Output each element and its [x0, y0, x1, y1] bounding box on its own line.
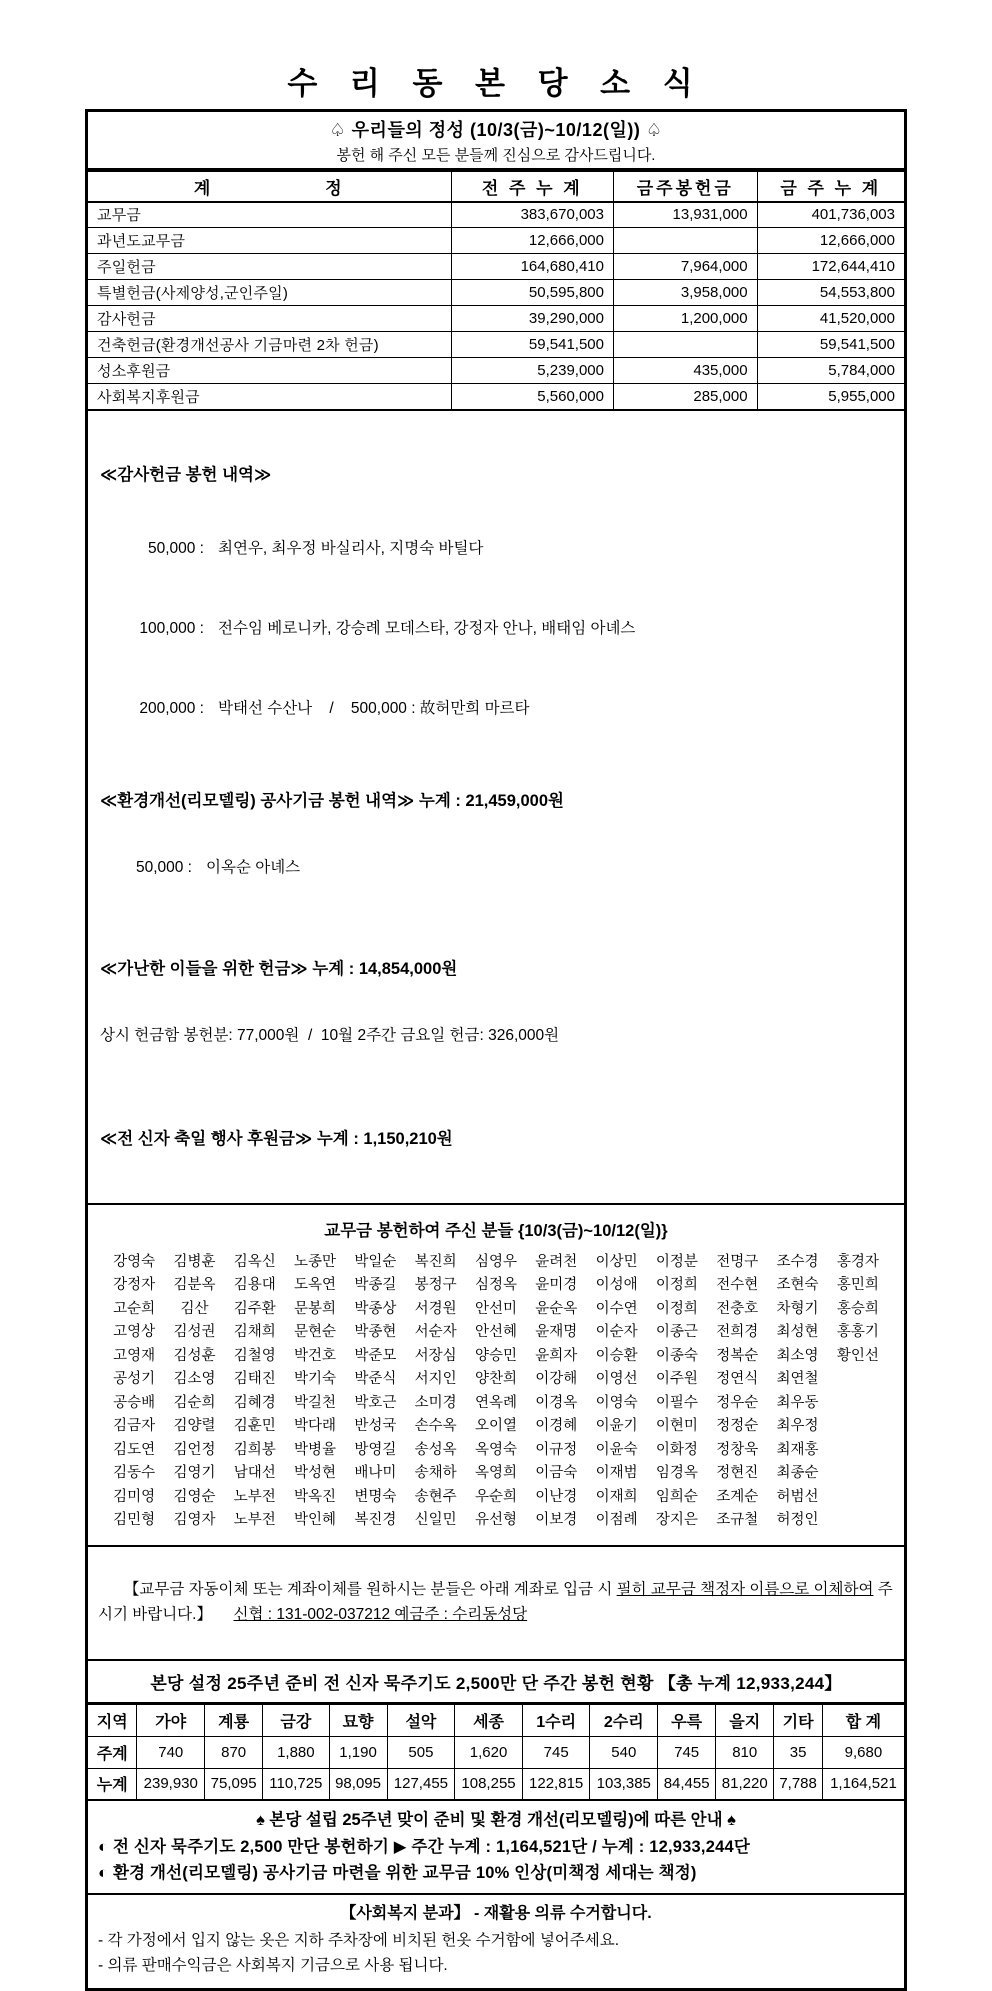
announcements-section: [88, 1801, 904, 1895]
offering-amount: 200,000 :: [139, 699, 204, 717]
welfare-line: - 의류 판매수익금은 사회복지 기금으로 사용 됩니다.: [98, 1957, 448, 1974]
rosary-value: 1,620: [455, 1736, 523, 1768]
donor-name: 최성현: [776, 1324, 819, 1340]
offering-names: 최연우, 최우정 바실리사, 지명숙 바틸다: [218, 539, 484, 557]
donor-name: [828, 1486, 888, 1510]
donor-name: 이정희: [655, 1277, 698, 1293]
donor-name: 우순희: [474, 1488, 517, 1505]
donor-name: 박종상: [354, 1300, 397, 1317]
donor-name: 문현순: [294, 1324, 337, 1340]
donor-name: 이주원: [655, 1371, 698, 1387]
donor-name: 조계순: [716, 1488, 759, 1505]
donor-name: 강영숙: [113, 1253, 156, 1270]
rosary-col-region: 지역: [88, 1704, 137, 1736]
offering-new-total: 5,955,000: [757, 384, 904, 410]
offering-prev-total: 50,595,800: [451, 280, 613, 306]
offering-new-total: 172,644,410: [757, 254, 904, 280]
donor-name: 공성기: [113, 1371, 156, 1387]
donor-name: 박인혜: [294, 1512, 337, 1528]
donor-name: 김희봉: [233, 1441, 276, 1458]
donor-name: 허정인: [776, 1512, 819, 1528]
donor-name: 이영선: [595, 1371, 638, 1387]
donor-name: 이수연: [595, 1300, 638, 1317]
donor-name: 정정순: [716, 1418, 759, 1434]
donor-name: 남대선: [233, 1465, 276, 1481]
donor-name: [828, 1462, 888, 1486]
donor-name: 김혜경: [233, 1394, 276, 1411]
donor-name: 김철영: [233, 1347, 276, 1364]
welfare-line: - 각 가정에서 입지 않는 옷은 지하 주차장에 비치된 헌옷 수거함에 넣어주세요.: [98, 1932, 620, 1949]
donor-name: 양승민: [474, 1347, 517, 1364]
offering-prev-total: 164,680,410: [451, 254, 613, 280]
offering-prev-total: 5,560,000: [451, 384, 613, 410]
thanks-offering-row: [100, 696, 892, 718]
donor-name: 김산: [180, 1300, 209, 1317]
donor-name: 변명숙: [354, 1488, 397, 1505]
donor-name: 박다래: [294, 1418, 337, 1434]
offering-prev-total: 5,239,000: [451, 358, 613, 384]
welfare-title: 【사회복지 분과】 - 재활용 의류 수거합니다.: [340, 1905, 652, 1922]
rosary-col-header: 2수리: [590, 1704, 658, 1736]
donor-name: 정복순: [716, 1347, 759, 1364]
donors-title: 교무금 봉헌하여 주신 분들 {10/3(금)~10/12(일)}: [324, 1221, 668, 1240]
offering-new-total: 401,736,003: [757, 202, 904, 228]
donor-name: 조수경: [776, 1253, 819, 1270]
offering-prev-total: 59,541,500: [451, 332, 613, 358]
donor-name: 방영길: [354, 1441, 397, 1458]
donor-name: 장지은: [655, 1512, 698, 1528]
donor-name: 이윤숙: [595, 1441, 638, 1458]
rosary-col-header: 계룡: [205, 1704, 263, 1736]
rosary-table: [88, 1704, 904, 1802]
donor-name: 박준모: [354, 1347, 397, 1364]
donor-name: 이필수: [655, 1394, 698, 1411]
donor-name: 최우정: [776, 1418, 819, 1434]
donor-name: 박종현: [354, 1324, 397, 1340]
donor-name: 심정옥: [474, 1277, 517, 1293]
donor-name: 전희경: [716, 1324, 759, 1340]
donor-name: 이난경: [535, 1488, 578, 1505]
offering-row: [88, 228, 904, 254]
rosary-header-row: [88, 1704, 904, 1736]
donor-name: 반성국: [354, 1418, 397, 1434]
donor-name: 박옥진: [294, 1488, 337, 1505]
rosary-col-header: 을지: [716, 1704, 774, 1736]
donor-name: [828, 1439, 888, 1463]
donor-name: 송성옥: [414, 1441, 457, 1458]
donor-name: 전명구: [716, 1253, 759, 1270]
offering-account-name: 특별헌금(사제양성,군인주일): [88, 280, 451, 306]
donor-name: 이윤기: [595, 1418, 638, 1434]
offering-col-prev: 전 주 누 계: [451, 172, 613, 202]
donor-name: 김영기: [173, 1465, 216, 1481]
donor-name: 윤미경: [535, 1277, 578, 1293]
donor-name: 이경혜: [535, 1418, 578, 1434]
offering-title: ♤ 우리들의 정성 (10/3(금)~10/12(일)) ♤: [329, 120, 663, 140]
offering-names: 이옥순 아녜스: [206, 858, 301, 876]
offering-account-name: 과년도교무금: [88, 228, 451, 254]
offering-col-account-right: 정: [325, 178, 345, 198]
offering-new-total: 59,541,500: [757, 332, 904, 358]
offering-col-account-left: 계: [193, 178, 214, 198]
donor-name: 이상민: [595, 1253, 638, 1270]
donor-name: 박길천: [294, 1394, 337, 1411]
poor-fund-title: ≪가난한 이들을 위한 헌금≫ 누계 : 14,854,000원: [100, 959, 458, 978]
offering-row: [88, 306, 904, 332]
donor-name: 이종숙: [655, 1347, 698, 1364]
feast-fund-title: ≪전 신자 축일 행사 후원금≫ 누계 : 1,150,210원: [100, 1129, 453, 1148]
offering-row: [88, 280, 904, 306]
donor-name: 김용대: [233, 1277, 276, 1293]
donor-name: 김소영: [173, 1371, 216, 1387]
rosary-row: [88, 1768, 904, 1800]
donor-name: 김금자: [113, 1418, 156, 1434]
donor-name: 손수옥: [414, 1418, 457, 1434]
offering-table: [88, 171, 904, 411]
transfer-notice-text: 주시기 바랍니다.】: [98, 1580, 893, 1623]
rosary-row-label: 주계: [88, 1736, 137, 1768]
donor-name: 김언정: [173, 1441, 216, 1458]
donor-name: 복진희: [414, 1253, 457, 1270]
donor-name: 임경옥: [655, 1465, 698, 1481]
offering-week-amount: 3,958,000: [613, 280, 757, 306]
donor-name: 김태진: [233, 1371, 276, 1387]
offering-col-account: [88, 172, 451, 202]
donor-name: 송채하: [414, 1465, 457, 1481]
donor-name: 허범선: [776, 1488, 819, 1505]
bank-account-number: 신협 : 131-002-037212 예금주 : 수리동성당: [233, 1605, 528, 1623]
offering-new-total: 41,520,000: [757, 306, 904, 332]
rosary-value: 35: [774, 1736, 823, 1768]
donor-name: 복진경: [354, 1512, 397, 1528]
donor-name: 서장심: [414, 1347, 457, 1364]
rosary-col-header: 묘향: [329, 1704, 387, 1736]
donor-name: 김성권: [173, 1324, 216, 1340]
donor-name: 김주환: [233, 1300, 276, 1317]
rosary-value: 810: [716, 1736, 774, 1768]
rosary-col-header: 1수리: [522, 1704, 590, 1736]
offering-row: [88, 254, 904, 280]
donor-name: 서지인: [414, 1371, 457, 1387]
rosary-value: 81,220: [716, 1768, 774, 1800]
donor-name: 옥영숙: [474, 1441, 517, 1458]
donor-name: 김민형: [113, 1512, 156, 1528]
donor-name: 이순자: [595, 1324, 638, 1340]
donor-name: 조현숙: [776, 1277, 819, 1293]
donor-name: 문봉희: [294, 1300, 337, 1317]
donor-name: 안선혜: [474, 1324, 517, 1340]
rosary-col-header: 합 계: [822, 1704, 904, 1736]
offering-names: 전수임 베로니카, 강승례 모데스타, 강정자 안나, 배태임 아녜스: [218, 619, 636, 637]
donor-name: 김영자: [173, 1512, 216, 1528]
donor-name: 김순희: [173, 1394, 216, 1411]
rosary-value: 98,095: [329, 1768, 387, 1800]
donor-name: 정우순: [716, 1394, 759, 1411]
offering-names: 박태선 수산나 / 500,000 : 故허만희 마르타: [218, 699, 530, 717]
donor-name: 이금숙: [535, 1465, 578, 1481]
offering-week-amount: 13,931,000: [613, 202, 757, 228]
donor-name: 박기숙: [294, 1371, 337, 1387]
donor-name: 윤순옥: [535, 1300, 578, 1317]
offering-amount: 50,000 :: [147, 539, 204, 557]
offering-amount: 100,000 :: [139, 619, 204, 637]
offering-row: [88, 332, 904, 358]
donor-name: 고순희: [113, 1300, 156, 1317]
donor-name: 박종길: [354, 1277, 397, 1293]
remodel-fund-title: ≪환경개선(리모델링) 공사기금 봉헌 내역≫ 누계 : 21,459,000원: [100, 791, 564, 810]
rosary-value: 1,880: [263, 1736, 329, 1768]
donor-name: 노부전: [233, 1488, 276, 1505]
rosary-value: 122,815: [522, 1768, 590, 1800]
rosary-col-header: 설악: [387, 1704, 455, 1736]
donor-name: 윤희자: [535, 1347, 578, 1364]
donor-name: 옥영희: [474, 1465, 517, 1481]
rosary-value: 103,385: [590, 1768, 658, 1800]
donor-name: [828, 1392, 888, 1416]
donor-name: 최종순: [776, 1465, 819, 1481]
page-title: 수 리 동 본 당 소 식: [287, 66, 705, 101]
donor-name: 이영숙: [595, 1394, 638, 1411]
rosary-section-title: 본당 설정 25주년 준비 전 신자 묵주기도 2,500만 단 주간 봉헌 현황 【총 누계 12,933,244】: [88, 1661, 904, 1704]
rosary-value: 745: [522, 1736, 590, 1768]
donor-name: 김분옥: [173, 1277, 216, 1293]
offering-new-total: 5,784,000: [757, 358, 904, 384]
thanks-offering-row: [100, 536, 892, 558]
donor-name: 이규정: [535, 1441, 578, 1458]
donor-name: 소미경: [414, 1394, 457, 1411]
rosary-col-header: 우륵: [658, 1704, 716, 1736]
offering-week-amount: 1,200,000: [613, 306, 757, 332]
donor-name: 이보경: [535, 1512, 578, 1528]
donor-name: 홍민희: [836, 1277, 879, 1293]
rosary-col-header: 기타: [774, 1704, 823, 1736]
offering-row: [88, 358, 904, 384]
rosary-value: 75,095: [205, 1768, 263, 1800]
donor-name: 김채희: [233, 1324, 276, 1340]
donor-name: 전수현: [716, 1277, 759, 1293]
donor-name: 김동수: [113, 1465, 156, 1481]
donor-name: 노종만: [294, 1253, 337, 1270]
donor-name: 박병율: [294, 1441, 337, 1458]
donor-name: 박성현: [294, 1465, 337, 1481]
donor-name: 정현진: [716, 1465, 759, 1481]
donor-name: 박일순: [354, 1253, 397, 1270]
donor-name: 박건호: [294, 1347, 337, 1364]
rosary-value: 108,255: [455, 1768, 523, 1800]
rosary-value: 740: [137, 1736, 205, 1768]
remodel-fund-row: [100, 855, 892, 877]
donor-name: 노부전: [233, 1512, 276, 1528]
transfer-notice: [88, 1547, 904, 1661]
rosary-value: 110,725: [263, 1768, 329, 1800]
offering-prev-total: 12,666,000: [451, 228, 613, 254]
donor-name: [828, 1509, 888, 1533]
donor-name: 연옥례: [474, 1394, 517, 1411]
donor-name: 윤려천: [535, 1253, 578, 1270]
donors-grid: [88, 1251, 904, 1533]
donor-name: 이성애: [595, 1277, 638, 1293]
donor-name: [828, 1368, 888, 1392]
donor-name: 조규철: [716, 1512, 759, 1528]
donor-name: 양찬희: [474, 1371, 517, 1387]
rosary-value: 239,930: [137, 1768, 205, 1800]
announcement-item: ◐ 환경 개선(리모델링) 공사기금 마련을 위한 교무금 10% 인상(미책정 세대는 책정): [98, 1864, 697, 1882]
donor-name: 박준식: [354, 1371, 397, 1387]
rosary-value: 84,455: [658, 1768, 716, 1800]
donor-name: 최연철: [776, 1371, 819, 1387]
offering-row: [88, 202, 904, 228]
donor-name: 심영우: [474, 1253, 517, 1270]
offering-week-amount: 285,000: [613, 384, 757, 410]
donor-name: 도옥연: [294, 1277, 337, 1293]
offering-week-amount: [613, 228, 757, 254]
donor-name: 최우동: [776, 1394, 819, 1411]
donor-name: 김성훈: [173, 1347, 216, 1364]
donor-name: 이승환: [595, 1347, 638, 1364]
donors-section: [88, 1205, 904, 1547]
donor-name: 고영상: [113, 1324, 156, 1340]
thanks-offering-title: ≪감사헌금 봉헌 내역≫: [100, 465, 272, 484]
offering-new-total: 54,553,800: [757, 280, 904, 306]
donor-name: 서경원: [414, 1300, 457, 1317]
donor-name: 이재범: [595, 1465, 638, 1481]
offering-header: [88, 112, 904, 171]
welfare-section: [88, 1895, 904, 1988]
donor-name: 임희순: [655, 1488, 698, 1505]
offering-col-week: 금주봉헌금: [613, 172, 757, 202]
donor-name: 신일민: [414, 1512, 457, 1528]
donor-name: 김옥신: [233, 1253, 276, 1270]
donor-name: 공승배: [113, 1394, 156, 1411]
donor-name: 이경옥: [535, 1394, 578, 1411]
donor-name: 홍홍기: [836, 1324, 879, 1340]
rosary-value: 870: [205, 1736, 263, 1768]
rosary-col-header: 금강: [263, 1704, 329, 1736]
rosary-value: 127,455: [387, 1768, 455, 1800]
donor-name: 최소영: [776, 1347, 819, 1364]
offering-col-total: 금 주 누 계: [757, 172, 904, 202]
offering-account-name: 감사헌금: [88, 306, 451, 332]
announcements-title: ♠ 본당 설립 25주년 맞이 준비 및 환경 개선(리모델링)에 따른 안내 ♠: [256, 1811, 736, 1829]
donor-name: 이화정: [655, 1441, 698, 1458]
offering-week-amount: 435,000: [613, 358, 757, 384]
donor-name: 차형기: [776, 1300, 819, 1317]
donor-name: 봉정구: [414, 1277, 457, 1293]
rosary-value: 745: [658, 1736, 716, 1768]
offering-table-body: [88, 202, 904, 410]
offering-account-name: 사회복지후원금: [88, 384, 451, 410]
offering-details: [88, 411, 904, 1205]
bulletin-frame: [85, 109, 907, 1991]
donor-name: 배나미: [354, 1465, 397, 1481]
offering-row: [88, 384, 904, 410]
donor-name: 이현미: [655, 1418, 698, 1434]
offering-account-name: 성소후원금: [88, 358, 451, 384]
donor-name: 정창욱: [716, 1441, 759, 1458]
donor-name: 홍승희: [836, 1300, 879, 1317]
donor-name: 강정자: [113, 1277, 156, 1293]
donor-name: 이재희: [595, 1488, 638, 1505]
donor-name: 김병훈: [173, 1253, 216, 1270]
donor-name: 홍경자: [836, 1253, 879, 1270]
donor-name: 이점례: [595, 1512, 638, 1528]
thanks-offering-row: [100, 616, 892, 638]
rosary-value: 7,788: [774, 1768, 823, 1800]
offering-table-header-row: [88, 172, 904, 202]
offering-subtitle: 봉헌 해 주신 모든 분들께 진심으로 감사드립니다.: [336, 147, 656, 164]
donor-name: 윤재명: [535, 1324, 578, 1340]
donor-name: 이정희: [655, 1300, 698, 1317]
donor-name: [828, 1415, 888, 1439]
donor-name: 이정분: [655, 1253, 698, 1270]
rosary-col-header: 가야: [137, 1704, 205, 1736]
offering-account-name: 주일헌금: [88, 254, 451, 280]
offering-prev-total: 383,670,003: [451, 202, 613, 228]
donor-name: 유선형: [474, 1512, 517, 1528]
donor-name: 정연식: [716, 1371, 759, 1387]
donor-name: 서순자: [414, 1324, 457, 1340]
rosary-row: [88, 1736, 904, 1768]
donor-name: 황인선: [836, 1347, 879, 1364]
donor-name: 이종근: [655, 1324, 698, 1340]
announcement-item: ◐ 전 신자 묵주기도 2,500 만단 봉헌하기 ▶ 주간 누계 : 1,164,521단 / 누계 : 12,933,244단: [98, 1838, 750, 1856]
offering-week-amount: [613, 332, 757, 358]
rosary-value: 9,680: [822, 1736, 904, 1768]
donor-name: 박호근: [354, 1394, 397, 1411]
offering-amount: 50,000 :: [135, 858, 192, 876]
donor-name: 김영순: [173, 1488, 216, 1505]
rosary-value: 1,190: [329, 1736, 387, 1768]
offering-account-name: 건축헌금(환경개선공사 기금마련 2차 헌금): [88, 332, 451, 358]
donor-name: 이강해: [535, 1371, 578, 1387]
transfer-notice-text: 【교무금 자동이체 또는 계좌이체를 원하시는 분들은 아래 계좌로 입금 시: [123, 1580, 617, 1598]
rosary-value: 505: [387, 1736, 455, 1768]
donor-name: 송현주: [414, 1488, 457, 1505]
rosary-col-header: 세종: [455, 1704, 523, 1736]
offering-week-amount: 7,964,000: [613, 254, 757, 280]
transfer-notice-underline: 필히 교무금 책정자 이름으로 이체하여: [616, 1580, 874, 1598]
rosary-value: 540: [590, 1736, 658, 1768]
offering-prev-total: 39,290,000: [451, 306, 613, 332]
offering-account-name: 교무금: [88, 202, 451, 228]
rosary-value: 1,164,521: [822, 1768, 904, 1800]
poor-fund-line: 상시 헌금함 봉헌분: 77,000원 / 10월 2주간 금요일 헌금: 326,000원: [100, 1026, 560, 1044]
donor-name: 김미영: [113, 1488, 156, 1505]
donor-name: 김양렬: [173, 1418, 216, 1434]
donor-name: 오이열: [474, 1418, 517, 1434]
rosary-row-label: 누계: [88, 1768, 137, 1800]
donor-name: 김도연: [113, 1441, 156, 1458]
donor-name: 고영재: [113, 1347, 156, 1364]
donor-name: 안선미: [474, 1300, 517, 1317]
offering-new-total: 12,666,000: [757, 228, 904, 254]
donor-name: 김훈민: [233, 1418, 276, 1434]
donor-name: 최재홍: [776, 1441, 819, 1458]
donor-name: 전충호: [716, 1300, 759, 1317]
